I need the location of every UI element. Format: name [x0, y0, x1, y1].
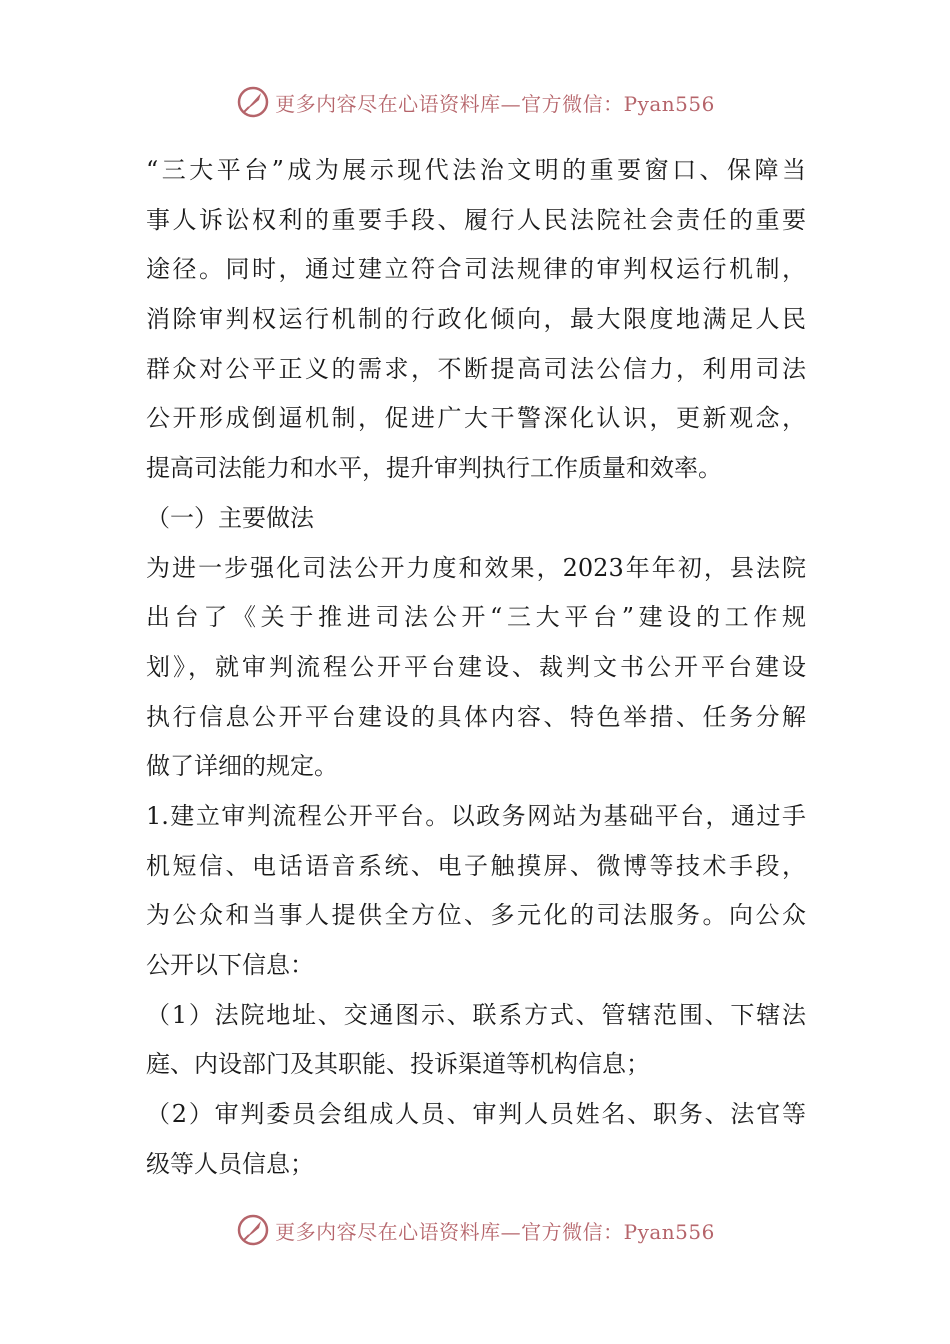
text-line: 公开以下信息： — [146, 951, 314, 979]
text-line: 划》，就审判流程公开平台建设、裁判文书公开平台建设 — [146, 652, 806, 681]
text-line: “三大平台”成为展示现代法治文明的重要窗口、保障当 — [146, 156, 806, 184]
quill-logo-icon — [235, 1212, 271, 1248]
text-line: 庭、内设部门及其职能、投诉渠道等机构信息； — [146, 1050, 650, 1079]
text-line: 为进一步强化司法公开力度和效果，2023年年初，县法院 — [146, 553, 806, 582]
quill-logo-icon — [235, 84, 271, 120]
text-line: 提高司法能力和水平，提升审判执行工作质量和效率。 — [146, 454, 722, 483]
text-line: 级等人员信息； — [146, 1149, 314, 1178]
header-watermark — [0, 82, 950, 122]
text-line: 群众对公平正义的需求，不断提高司法公信力，利用司法 — [146, 354, 806, 383]
text-line: （1）法院地址、交通图示、联系方式、管辖范围、下辖法 — [146, 1000, 806, 1029]
text-line: 执行信息公开平台建设的具体内容、特色举措、任务分解 — [146, 702, 806, 731]
document-body — [146, 146, 806, 1189]
section-heading: （一）主要做法 — [146, 503, 314, 532]
text-line: 途径。同时，通过建立符合司法规律的审判权运行机制， — [146, 255, 806, 284]
text-line: 做了详细的规定。 — [146, 752, 338, 781]
text-line: 机短信、电话语音系统、电子触摸屏、微博等技术手段， — [146, 851, 806, 880]
text-line: 事人诉讼权利的重要手段、履行人民法院社会责任的重要 — [146, 205, 806, 234]
text-line: 消除审判权运行机制的行政化倾向，最大限度地满足人民 — [146, 305, 806, 334]
text-line: 为公众和当事人提供全方位、多元化的司法服务。向公众 — [146, 901, 806, 930]
text-line: 1.建立审判流程公开平台。以政务网站为基础平台，通过手 — [146, 801, 806, 830]
watermark-text: 更多内容尽在心语资料库—官方微信：Pyan556 — [275, 1219, 715, 1244]
text-line: 出台了《关于推进司法公开“三大平台”建设的工作规 — [146, 603, 806, 632]
watermark-text: 更多内容尽在心语资料库—官方微信：Pyan556 — [275, 91, 715, 116]
text-line: 公开形成倒逼机制，促进广大干警深化认识，更新观念， — [146, 404, 806, 433]
footer-watermark — [0, 1210, 950, 1250]
text-line: （2）审判委员会组成人员、审判人员姓名、职务、法官等 — [146, 1100, 806, 1129]
